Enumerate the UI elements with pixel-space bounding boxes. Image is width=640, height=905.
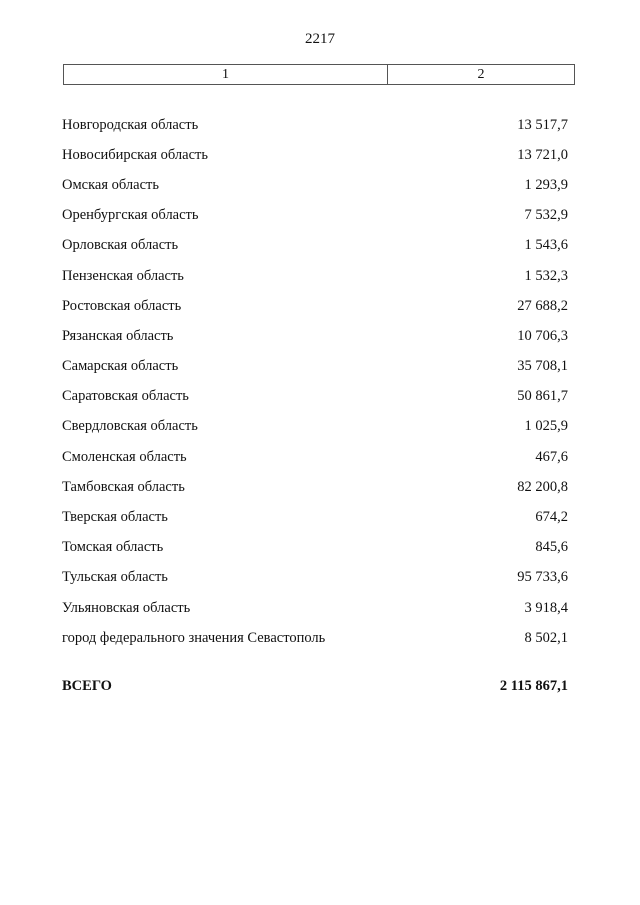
region-value: 27 688,2 — [517, 297, 568, 314]
region-value: 1 543,6 — [524, 237, 568, 254]
table-row — [62, 472, 568, 502]
region-value: 13 721,0 — [517, 146, 568, 163]
table-row — [62, 563, 568, 593]
region-value: 1 532,3 — [524, 267, 568, 284]
table-row — [62, 201, 568, 231]
table-row — [62, 231, 568, 261]
table-row — [62, 291, 568, 321]
region-name: город федерального значения Севастополь — [62, 629, 326, 646]
region-value: 7 532,9 — [524, 207, 568, 224]
region-value: 8 502,1 — [524, 629, 568, 646]
table-row — [62, 593, 568, 623]
region-name: Ульяновская область — [62, 599, 191, 616]
header-column-1: 1 — [64, 65, 388, 84]
table-header — [63, 64, 575, 85]
region-name: Новгородская область — [62, 116, 199, 133]
region-name: Тамбовская область — [62, 478, 185, 495]
table-row — [62, 170, 568, 200]
table-row — [62, 352, 568, 382]
table-row — [62, 382, 568, 412]
region-name: Томская область — [62, 539, 164, 556]
region-name: Смоленская область — [62, 448, 187, 465]
region-name: Орловская область — [62, 237, 179, 254]
region-value: 845,6 — [535, 539, 568, 556]
page-number: 2217 — [305, 31, 335, 47]
region-name: Самарская область — [62, 358, 179, 375]
table-row — [62, 502, 568, 532]
region-value: 1 025,9 — [524, 418, 568, 435]
region-value: 35 708,1 — [517, 358, 568, 375]
table-row — [62, 442, 568, 472]
region-name: Свердловская область — [62, 418, 198, 435]
region-value: 95 733,6 — [517, 569, 568, 586]
table-row — [62, 321, 568, 351]
region-value: 467,6 — [535, 448, 568, 465]
total-label: ВСЕГО — [62, 678, 112, 694]
table-row — [62, 623, 568, 653]
table-row — [62, 412, 568, 442]
region-value: 50 861,7 — [517, 388, 568, 405]
region-name: Оренбургская область — [62, 207, 199, 224]
total-row — [62, 678, 568, 695]
table-body — [62, 110, 568, 653]
region-name: Омская область — [62, 176, 159, 193]
region-name: Тульская область — [62, 569, 168, 586]
region-value: 674,2 — [535, 509, 568, 526]
region-name: Новосибирская область — [62, 146, 208, 163]
header-column-2: 2 — [477, 66, 485, 82]
region-name: Рязанская область — [62, 327, 174, 344]
region-name: Саратовская область — [62, 388, 189, 405]
table-row — [62, 110, 568, 140]
region-value: 3 918,4 — [524, 599, 568, 616]
total-value: 2 115 867,1 — [499, 678, 568, 694]
region-value: 1 293,9 — [524, 176, 568, 193]
region-value: 10 706,3 — [517, 327, 568, 344]
region-name: Пензенская область — [62, 267, 184, 284]
region-name: Тверская область — [62, 509, 168, 526]
table-row — [62, 261, 568, 291]
region-value: 13 517,7 — [517, 116, 568, 133]
region-value: 82 200,8 — [517, 478, 568, 495]
table-row — [62, 140, 568, 170]
region-name: Ростовская область — [62, 297, 182, 314]
table-row — [62, 533, 568, 563]
